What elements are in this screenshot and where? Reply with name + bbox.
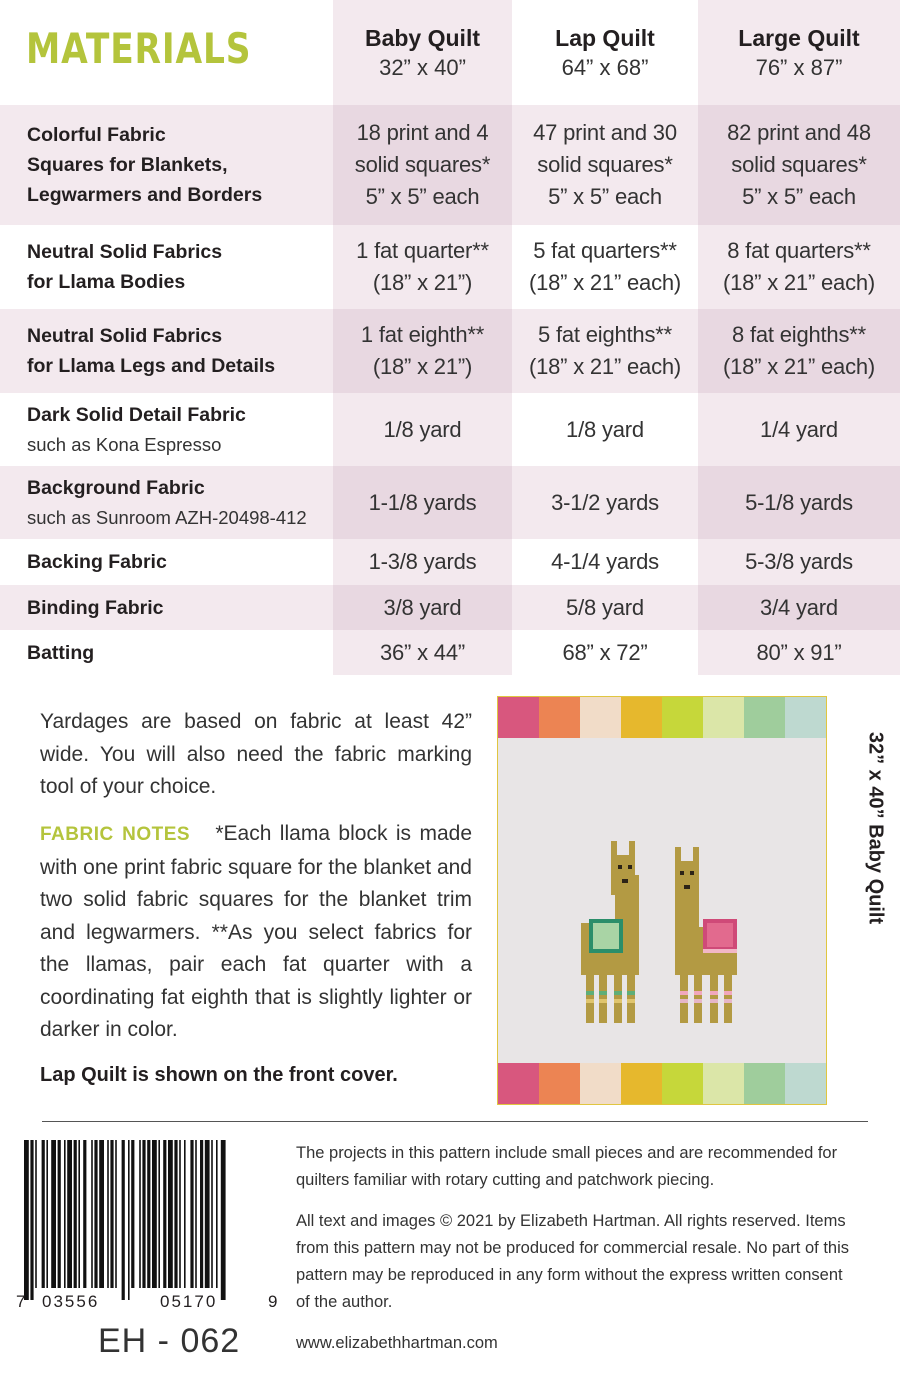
table-row [0, 105, 900, 225]
lap-value [512, 225, 698, 309]
baby-value [333, 630, 512, 675]
barcode-bar [67, 1140, 72, 1288]
fabric-notes-heading: FABRIC NOTES [40, 824, 191, 845]
footer-divider [42, 1121, 868, 1122]
barcode-bar [94, 1140, 97, 1288]
row-label-line: Dark Solid Detail Fabric [27, 403, 246, 426]
header-size: 64” x 68” [561, 54, 649, 80]
large-value [698, 225, 900, 309]
table-row [0, 393, 900, 466]
barcode-bar [115, 1140, 117, 1288]
value-line: (18” x 21”) [372, 270, 473, 295]
lap-value [512, 309, 698, 393]
table-row [0, 585, 900, 630]
quilt-caption-text: 32” x 40” Baby Quilt [864, 731, 887, 925]
barcode-bar [128, 1140, 130, 1300]
row-label-line: for Llama Legs and Details [27, 355, 276, 377]
barcode-bar [74, 1140, 77, 1288]
barcode-icon [18, 1140, 278, 1300]
barcode-bar [190, 1140, 193, 1288]
baby-value [333, 585, 512, 630]
row-label-sub: such as Sunroom AZH-20498-412 [27, 506, 307, 528]
website-link[interactable]: www.elizabethhartman.com [296, 1334, 498, 1352]
fabric-notes [40, 818, 472, 1047]
barcode-bar [179, 1140, 181, 1288]
value-line: 80” x 91” [756, 639, 842, 665]
copyright-text: All text and images © 2021 by Elizabeth Hartman. All rights reserved. Items from this pattern may not be produced for commercial resale. No part of this pattern may be reproduced in any form without the express written consent of the author. [296, 1212, 849, 1311]
barcode-digit-group: 05170 [160, 1292, 218, 1311]
value-line: 1/8 yard [566, 416, 644, 442]
row-label [0, 105, 333, 225]
table-row [0, 630, 900, 675]
barcode-bar [99, 1140, 104, 1288]
value-line: 3/8 yard [383, 594, 462, 620]
barcode-bar [152, 1140, 157, 1288]
barcode-bar [142, 1140, 145, 1288]
value-line: (18” x 21” each) [722, 270, 876, 295]
lap-value [512, 539, 698, 585]
large-value [698, 466, 900, 539]
barcode-bar [64, 1140, 66, 1288]
header-baby-quilt [333, 0, 512, 105]
row-label-line: Background Fabric [27, 476, 205, 499]
header-name: Baby Quilt [364, 24, 480, 51]
value-line: 68” x 72” [562, 639, 648, 665]
barcode-bar [91, 1140, 93, 1288]
barcode-bar [163, 1140, 166, 1288]
lap-value [512, 585, 698, 630]
large-value [698, 393, 900, 466]
row-label [0, 393, 333, 466]
value-line: 3-1/2 yards [551, 489, 659, 515]
large-value [698, 585, 900, 630]
disclaimer-text: The projects in this pattern include small pieces and are recommended for quilters familiar with rotary cutting and patchwork piecing. [296, 1144, 838, 1189]
yardage-note: Yardages are based on fabric at least 42” wide. You will also need the fabric marking tool of your choice. [40, 710, 472, 798]
value-line: 5/8 yard [566, 594, 644, 620]
barcode-bar [110, 1140, 113, 1288]
barcode-bar [24, 1140, 29, 1300]
row-label [0, 585, 333, 630]
barcode-bar [46, 1140, 48, 1288]
llama-icon [675, 847, 737, 1023]
baby-value [333, 105, 512, 225]
barcode-bar [35, 1140, 37, 1288]
value-line: 4-1/4 yards [551, 549, 659, 574]
value-line: 8 fat quarters** [727, 238, 871, 263]
header-large-quilt [698, 0, 900, 105]
value-line: (18” x 21” each) [528, 354, 682, 379]
row-label-line: Binding Fabric [27, 596, 164, 619]
baby-value [333, 539, 512, 585]
value-line: 8 fat eighths** [732, 322, 866, 347]
barcode-bar [200, 1140, 203, 1288]
barcode-bar [131, 1140, 134, 1288]
table-row [0, 539, 900, 585]
value-line: 1-1/8 yards [368, 489, 477, 515]
baby-value [333, 466, 512, 539]
large-value [698, 105, 900, 225]
header-size: 32” x 40” [379, 54, 466, 80]
value-line: 47 print and 30 [533, 120, 677, 145]
lap-value [512, 466, 698, 539]
barcode-bar [168, 1140, 173, 1288]
barcode-bar [139, 1140, 141, 1288]
barcode-bar [51, 1140, 56, 1288]
row-label-line: Legwarmers and Borders [27, 184, 263, 206]
barcode-digit-group: 03556 [42, 1292, 100, 1311]
barcode-bar [184, 1140, 186, 1288]
barcode-bar [83, 1140, 86, 1288]
value-line: 5” x 5” each [548, 184, 662, 209]
lap-value [512, 105, 698, 225]
barcode-bar [107, 1140, 109, 1288]
barcode-bar [205, 1140, 210, 1288]
row-label-line: for Llama Bodies [27, 271, 186, 293]
barcode-bar [211, 1140, 213, 1288]
row-label [0, 466, 333, 539]
large-value [698, 539, 900, 585]
large-value [698, 309, 900, 393]
value-line: solid squares* [537, 152, 673, 177]
baby-value [333, 393, 512, 466]
row-label-line: Squares for Blankets, [27, 154, 228, 176]
value-line: 1-3/8 yards [368, 549, 477, 574]
barcode-digit-group: 9 [268, 1292, 278, 1311]
barcode-bar [30, 1140, 33, 1300]
value-line: 5” x 5” each [365, 184, 480, 209]
pattern-code: EH - 062 [98, 1322, 241, 1360]
large-value [698, 630, 900, 675]
barcode-bar [221, 1140, 226, 1300]
value-line: 1 fat quarter** [356, 238, 489, 263]
value-line: 5 fat quarters** [533, 238, 677, 263]
fabric-notes-text: *Each llama block is made with one print fabric square for the blanket and two solid fabric squares for the blanket trim and legwarmers. **As you select fabrics for the llamas, pair each fat quarter with a coordinating fat eighth that is slightly lighter or darker in color. [40, 822, 472, 1041]
baby-value [333, 225, 512, 309]
value-line: 36” x 44” [379, 639, 466, 665]
row-label-line: Batting [27, 641, 95, 664]
llamas-drawing [498, 697, 826, 1104]
table-row [0, 466, 900, 539]
table-row [0, 225, 900, 309]
value-line: 82 print and 48 [727, 120, 871, 145]
row-label [0, 309, 333, 393]
value-line: (18” x 21” each) [722, 354, 876, 379]
barcode-bar [78, 1140, 80, 1288]
barcode-bar [216, 1140, 218, 1288]
value-line: 3/4 yard [760, 594, 838, 620]
barcode-digit-group: 7 [16, 1292, 26, 1311]
row-label-sub: such as Kona Espresso [27, 433, 222, 455]
value-line: 1/4 yard [760, 416, 838, 442]
value-line: 5” x 5” each [742, 184, 856, 209]
barcode-bar [147, 1140, 150, 1288]
value-line: (18” x 21” each) [528, 270, 682, 295]
barcode-bar [58, 1140, 61, 1288]
llama-icon [581, 841, 639, 1023]
header-name: Lap Quilt [555, 24, 655, 51]
value-line: 1/8 yard [383, 416, 462, 442]
value-line: (18” x 21”) [372, 354, 473, 379]
row-label-line: Neutral Solid Fabrics [27, 325, 223, 347]
value-line: 1 fat eighth** [360, 322, 485, 347]
lap-value [512, 630, 698, 675]
baby-quilt-illustration [497, 696, 827, 1105]
lap-value [512, 393, 698, 466]
row-label-line: Colorful Fabric [27, 124, 166, 146]
table-row [0, 309, 900, 393]
barcode-bar [122, 1140, 125, 1300]
value-line: 5-1/8 yards [745, 489, 853, 515]
value-line: 5 fat eighths** [538, 322, 672, 347]
row-label [0, 225, 333, 309]
quilt-caption [860, 723, 890, 933]
row-label [0, 630, 333, 675]
lap-quilt-note: Lap Quilt is shown on the front cover. [40, 1064, 398, 1086]
barcode-bar [42, 1140, 45, 1288]
barcode-bar [174, 1140, 177, 1288]
baby-value [333, 309, 512, 393]
row-label-line: Backing Fabric [27, 551, 167, 573]
value-line: solid squares* [354, 152, 491, 177]
row-label-line: Neutral Solid Fabrics [27, 241, 223, 263]
header-name: Large Quilt [738, 24, 860, 51]
value-line: 18 print and 4 [356, 120, 489, 145]
header-size: 76” x 87” [755, 54, 843, 80]
row-label [0, 539, 333, 585]
barcode-bar [195, 1140, 197, 1288]
value-line: 5-3/8 yards [745, 549, 853, 574]
header-lap-quilt [512, 0, 698, 105]
materials-title: MATERIALS [26, 24, 252, 73]
value-line: solid squares* [731, 152, 867, 177]
barcode-bar [158, 1140, 160, 1288]
